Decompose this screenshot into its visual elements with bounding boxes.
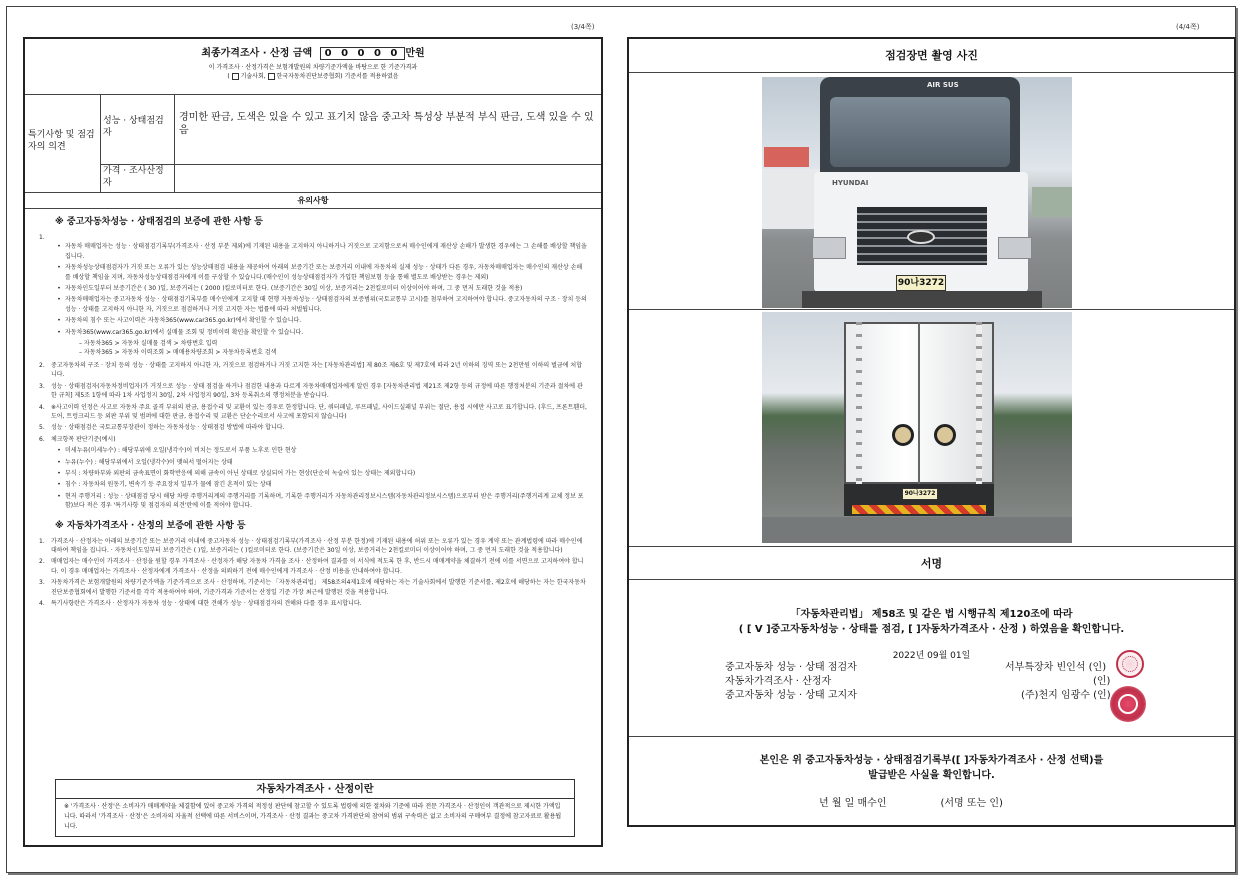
notice-item — [39, 435, 587, 444]
checkbox-tech-society-label: 기술사회 — [240, 73, 264, 80]
notice-item — [39, 403, 587, 422]
checkbox-tech-society[interactable] — [232, 73, 239, 80]
headlight-left — [812, 237, 846, 259]
final-price-desc-end: 기준서를 적용하였음 — [344, 73, 399, 80]
notice-item — [39, 537, 587, 556]
buyer-confirm-2: 발급받은 사실을 확인합니다. — [868, 770, 995, 781]
bullet-icon: • — [57, 317, 61, 325]
buyer-sign[interactable]: (서명 또는 인) — [940, 798, 1003, 809]
notice-bullet-text: 현저 주행거리 : 성능 · 상태점검 당시 해당 차량 주행거리계의 주행거리를 기록하며, 기록한 주행거리가 자동차관리정보시스템(자동차관리정보시스템)으로부터 받은 주행거리(주행거리계 교체 정보 포함)보다 적은 경우 '특기사항 및 점검자의 의견'란에 이를 적어야 합니다. — [65, 492, 584, 510]
notice-bullet-text: 자동차매매업자는 중고자동차 성능 · 상태점검기록부를 매수인에게 고지할 때 현행 자동차성능 · 상태점검자의 보증범위(국토교통부 고시)를 첨부하여 고지하여야 합니다. 중고자동차의 구조 · 장치 등의 성능 · 상태를 고지하지 아니한 자, 거짓으로 점검하거나 거짓 고지한 자는 법률에 따라 처벌됩니다. — [65, 296, 587, 313]
headlight-right — [998, 237, 1032, 259]
notice-bullet-text: 자동차의 침수 또는 사고이력은 자동차365(www.car365.go.kr)에서 확인할 수 있습니다. — [65, 317, 302, 325]
bullet-icon: • — [57, 458, 61, 466]
signer-name: (주)천지 임광수 — [1021, 690, 1090, 701]
notice-item-number: 3. — [39, 579, 45, 587]
notice-bullet — [53, 328, 587, 337]
signer-name: 서부특장차 빈인석 — [1005, 662, 1086, 673]
final-price-section — [25, 39, 601, 95]
seal-stamp-notifier — [1110, 686, 1146, 722]
notice-item-text: 성능 · 상태점검자(자동차정비업자)가 거짓으로 성능 · 상태 점검을 하거나 점검한 내용과 다르게 자동차매매업자에게 알린 경우 [자동차관리법 제21조 제2항 등의 규정에 따른 행정처분의 기준과 절차에 관한 규칙] 제5조 1항에 따라 1차 사업정지 30일, 2차 사업정지 90일, 3차 등록취소의 행정처분을 받습니다. — [51, 382, 583, 400]
notice-bullet-text: 침수 : 자동차의 원동기, 변속기 등 주요장치 일부가 물에 잠긴 흔적이 있는 상태 — [65, 481, 272, 489]
notice-bullet-text: 미세누유(미세누수) : 해당부위에 오일(냉각수)이 비치는 정도로서 부품 노후로 인한 현상 — [65, 447, 297, 455]
notice-item-text: 특기사항란은 가격조사 · 산정자가 자동차 성능 · 상태에 대한 견해가 성능 · 상태점검자의 견해와 다를 경우 표시합니다. — [51, 600, 362, 607]
signer-mark[interactable]: (인) — [1093, 690, 1111, 701]
final-price-desc: 이 가격조사 · 산정가격은 보험개발원의 차량기준가액을 바탕으로 한 기준가격과 — [208, 64, 418, 71]
notice-item — [39, 382, 587, 401]
notice-item — [39, 361, 587, 380]
notice-item-number: 4. — [39, 600, 45, 607]
checkbox-kadia-label: 한국자동차진단보증협회 — [276, 73, 341, 80]
notice-item-number: 6. — [39, 435, 45, 443]
cab-text: AIR SUS — [927, 81, 959, 89]
remarks-inspector-value: 경미한 판금, 도색은 있을 수 있고 표기치 않음 중고차 특성상 부분적 부식 판금, 도색 있을 수 있음 — [179, 112, 594, 136]
seal-stamp-inspector — [1116, 650, 1144, 678]
buyer-line: 년 월 일 매수인 — [819, 798, 887, 809]
rear-plate: 90나3272 — [902, 488, 938, 500]
notice-item-text: 중고자동차의 구조 · 장치 등의 성능 · 상태를 고지하지 아니한 자, 거짓으로 점검하거나 거짓 고지한 자는 [자동차관리법] 제 80조 제6호 및 제7호에 따라 2년 이하의 징역 또는 2천만원 이하의 벌금에 처합니다. — [51, 361, 583, 379]
notice-item-text: 매매업자는 매수인이 가격조사 · 산정을 원할 경우 가격조사 · 산정자가 해당 자동차 가격을 조사 · 산정하여 결과를 이 서식에 적도록 한 후, 반드시 매매계약을 체결하기 전에 이를 서면으로 고지하여야 합니다. 이 경우 매매업자는 가격조사 · 산정자에게 가격조사 · 산정을 의뢰하기 전에 매수인에게 가격조사 · 산정 비용을 안내하여야 합니다. — [51, 558, 584, 575]
notice-item — [39, 423, 587, 432]
notice-bullet — [53, 446, 587, 455]
eye-decal-left — [892, 424, 914, 446]
signer-role: 중고자동차 성능 · 상태 점검자 — [725, 662, 857, 673]
notice-bullet-text: 자동차성능상태점검자가 거짓 또는 오류가 있는 성능상태점검 내용을 제공하여 아래의 보증기간 또는 보증거리 이내에 자동차의 실제 성능 · 상태가 다른 경우, 자동차매매업자는 매수인의 재산상 손해를 배상할 책임을 지며, 자동차성능상태점검자에게 이를 구상할 수 있습니다.(매수인이 성능상태점검자가 가입한 책임보험 등을 통해 별도로 배상받는 경우는 제외) — [65, 264, 583, 281]
signer-mark[interactable]: (인) — [1093, 676, 1111, 687]
notice-item-number: 5. — [39, 424, 45, 432]
notice-item-text: ※사고이력 인정은 사고로 자동차 주요 골격 부위의 판금, 용접수리 및 교환이 있는 경우로 한정합니다. 단, 쿼터패널, 루프패널, 사이드실패널 부위는 절단, 용접 시에만 사고로 표기합니다. (후드, 프론트휀더, 도어, 트렁크리드 등 외판 부위 및 범퍼에 대한 판금, 용접수리 및 교환은 단순수리로서 사고에 포함되지 않습니다) — [51, 403, 587, 420]
notice-bullet — [53, 492, 587, 511]
notice-bullet-text: 자동차 매매업자는 성능 · 상태점검기록부(가격조사 · 산정 부분 제외)에 기재된 내용을 고지하지 아니하거나 거짓으로 고지함으로써 매수인에게 재산상 손해가 발생한 경우에는 그 손해를 배상할 책임을 집니다. — [65, 243, 587, 260]
signer-mark[interactable]: (인) — [1088, 662, 1107, 673]
notice-bullet — [53, 458, 587, 467]
notice-item — [39, 578, 587, 597]
signature-title: 서명 — [629, 546, 1234, 580]
right-page — [627, 37, 1236, 827]
bullet-icon: • — [57, 328, 61, 336]
front-plate: 90나3272 — [896, 275, 946, 291]
signature-statement-1: 「자동차관리법」 제58조 및 같은 법 시행규칙 제120조에 따라 — [790, 609, 1073, 620]
notice-item-text: 자동차가격은 보험개발원의 차량기준가액을 기준가격으로 조사 · 산정하며, 기준서는 「자동차관리법」 제58조의4제1호에 해당하는 자는 기술사회에서 발행한 기준서를, 제2호에 해당하는 자는 한국자동차진단보증협회에서 발행한 기준서를 각각 적용하여야 하며, 기준가격과 기준서는 산정일 기준 가장 최근에 발행된 것을 적용합니다. — [51, 579, 586, 596]
bullet-icon: • — [57, 469, 61, 477]
left-page — [23, 37, 603, 847]
notice-section2-title: ※ 자동차가격조사 · 산정의 보증에 관한 사항 등 — [55, 520, 246, 531]
signer-role: 중고자동차 성능 · 상태 고지자 — [725, 690, 857, 701]
notice-item-text: 체크항목 판단기준(예시) — [51, 435, 116, 443]
signer-role: 자동차가격조사 · 산정자 — [725, 676, 832, 687]
definition-text: ※ '가격조사 · 산정'은 소비자가 매매계약을 체결함에 있어 중고차 가격의 적정성 판단에 참고할 수 있도록 법령에 의한 절차와 기준에 따라 전문 가격조사 · 산정인이 객관적으로 제시한 가액입니다. 따라서 '가격조사 · 산정'은 소비자의 자율적 선택에 따른 서비스이며, 가격조사 · 산정 결과는 중고차 가격판단의 참여의 범위 구속력은 없고 소비자의 구매여부 결정에 참고자료로 활용됩니다. — [64, 803, 562, 830]
photo-rear — [762, 312, 1072, 543]
notice-bullet — [53, 263, 587, 282]
notice-item — [39, 599, 587, 608]
remarks-appraiser-label: 가격 · 조사산정자 — [101, 165, 175, 192]
signature-rows — [725, 661, 1145, 703]
definition-box — [55, 779, 575, 837]
checkbox-kadia[interactable] — [268, 73, 275, 80]
page-number-right: (4/4쪽) — [1176, 23, 1200, 31]
buyer-confirm-1: 본인은 위 중고자동차성능 · 상태점검기록부([ ]자동차가격조사 · 산정 선택)를 — [759, 755, 1104, 766]
notice-item-text: 가격조사 · 산정자는 아래의 보증기간 또는 보증거리 이내에 중고자동차 성능 · 상태점검기록부(가격조사 · 산정 부분 한정)에 기재된 내용에 허위 또는 오류가 있는 경우 계약 또는 관계법령에 따라 매수인에 대하여 책임을 집니다. · 자동차인도일부터 보증기간은 ( )일, 보증거리는 ( )킬로미터로 한다. (보증기간은 30일 이상, 보증거리는 2천킬로미터 이상이어야 하며, 그 중 먼저 도래한 것을 적용합니다) — [51, 537, 583, 554]
notice-section1-list — [25, 227, 601, 511]
notice-section2-list — [25, 531, 601, 609]
notice-bullet-text: 누유(누수) : 해당부위에서 오일(냉각수)이 맺혀서 떨어지는 상태 — [65, 458, 233, 466]
final-price-amount: 0 0 0 0 0 — [320, 47, 406, 60]
bullet-icon: • — [57, 447, 61, 455]
bullet-icon: • — [57, 264, 61, 272]
notice-header: 유의사항 — [25, 193, 601, 209]
remarks-appraiser-value — [175, 165, 601, 192]
final-price-unit: 만원 — [405, 48, 425, 59]
final-price-standard: ( 기술사회, 한국자동차진단보증협회) 기준서를 적용하였음 — [227, 73, 399, 80]
notice-item-number: 4. — [39, 403, 45, 411]
notice-bullet — [53, 480, 587, 489]
notice-sub-line: – 자동차365 > 자동차 이력조회 > 매매용차량조회 > 자동차등록번호 검색 — [79, 349, 277, 357]
remarks-table — [25, 95, 601, 193]
notice-item-number: 1. — [39, 234, 45, 241]
bullet-icon: • — [57, 285, 61, 293]
photo-front — [762, 77, 1072, 308]
signer-name — [1005, 675, 1093, 689]
photo-section-title: 점검장면 촬영 사진 — [629, 39, 1234, 73]
remarks-label: 특기사항 및 점검자의 의견 — [25, 95, 101, 192]
notice-item-number: 1. — [39, 537, 45, 545]
bullet-icon: • — [57, 243, 61, 251]
notice-bullet-text: 자동차365(www.car365.go.kr)에서 실매물 조회 및 정비이력 확인을 확인할 수 있습니다. — [65, 328, 304, 336]
notice-item-number: 2. — [39, 361, 45, 369]
final-price-title: 최종가격조사 · 산정 금액 — [201, 48, 313, 59]
notice-bullet-text: 부식 : 차량하부와 외판의 금속표면이 화학반응에 의해 금속이 아닌 상태로 상실되어 가는 현상(단순히 녹슬어 있는 상태는 제외합니다) — [65, 469, 416, 477]
notice-bullet — [53, 469, 587, 478]
notice-bullet — [53, 316, 587, 325]
page-number-left: (3/4쪽) — [571, 23, 595, 31]
notice-bullet-text: 자동차인도일부터 보증기간은 ( 30 )일, 보증거리는 ( 2000 )킬로미터로 한다. (보증기간은 30일 이상, 보증거리는 2천킬로미터 이상이어야 하며, 그 중 먼저 도래한 것을 적용) — [65, 285, 523, 293]
definition-title: 자동차가격조사 · 산정이란 — [56, 780, 574, 799]
notice-bullet — [53, 295, 587, 314]
hyundai-logo-icon — [907, 230, 935, 244]
bullet-icon: • — [57, 481, 61, 489]
remarks-inspector-label: 성능 · 상태점검자 — [101, 95, 175, 164]
notice-item — [39, 557, 587, 576]
notice-item-number: 3. — [39, 382, 45, 390]
signature-date: 2022년 09월 01일 — [892, 651, 971, 661]
notice-item-number: 2. — [39, 558, 45, 566]
bullet-icon: • — [57, 492, 61, 500]
notice-sub-line: – 자동차365 > 자동차 실매물 검색 > 차량번호 입력 — [79, 340, 218, 348]
notice-section1-title: ※ 중고자동차성능 · 상태점검의 보증에 관한 사항 등 — [55, 217, 263, 227]
eye-decal-right — [934, 424, 956, 446]
brand-text: HYUNDAI — [832, 179, 869, 187]
signature-statement-2: ( [ V ]중고자동차성능 · 상태를 점검, [ ]자동차가격조사 · 산정 ) 하였음을 확인합니다. — [738, 624, 1125, 635]
notice-bullet — [53, 242, 587, 261]
notice-item-text: 성능 · 상태점검은 국토교통부장관이 정하는 자동차성능 · 상태점검 방법에 따라야 합니다. — [51, 424, 285, 432]
notice-bullet — [53, 284, 587, 293]
bullet-icon: • — [57, 296, 61, 304]
